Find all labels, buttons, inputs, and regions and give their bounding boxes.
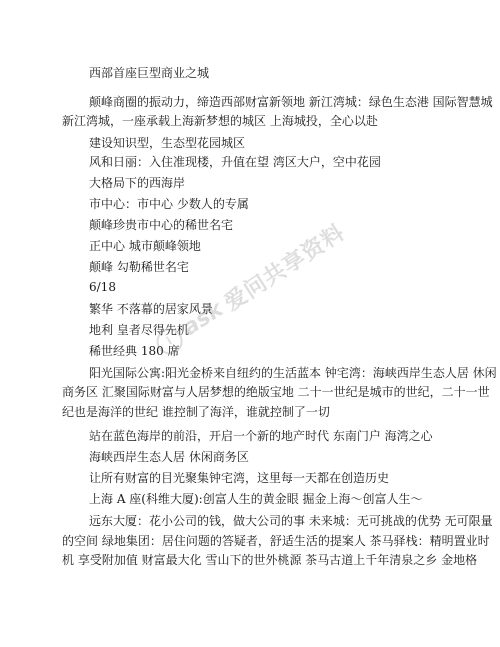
text-line: 颠峰商圈的振动力，缔造西部财富新领地 新江湾城：绿色生态港 国际智慧城 <box>89 95 493 109</box>
watermark-text: 爱问共享资料 <box>220 220 350 317</box>
text-line: 地利 皇者尽得先机 <box>89 323 189 337</box>
text-line: 新江湾城，一座承载上海新梦想的城区 上海城投，全心以赴 <box>62 114 378 128</box>
text-line: 商务区 汇聚国际财富与人居梦想的绝版宝地 二十一世纪是城市的世纪，二十一世 <box>62 385 490 399</box>
watermark-logo-icon: i <box>151 323 187 359</box>
text-line: 站在蓝色海岸的前沿，开启一个新的地产时代 东南门户 海湾之心 <box>89 429 433 443</box>
text-line: 繁华 不落幕的居家风景 <box>89 302 213 316</box>
text-line: 大格局下的西海岸 <box>89 176 186 190</box>
text-line: 机 享受附加值 财富最大化 雪山下的世外桃源 茶马古道上千年清泉之乡 金地格 <box>62 553 478 567</box>
text-line: 颠峰 勾勒稀世名宅 <box>89 260 189 274</box>
text-line: 纪也是海洋的世纪 谁控制了海洋，谁就控制了一切 <box>62 405 330 419</box>
text-line: 正中心 城市颠峰领地 <box>89 239 201 253</box>
text-line: 阳光国际公寓:阳光金桥来自纽约的生活蓝本 钟宅湾：海峡西岸生态人居 休闲 <box>89 366 497 380</box>
text-line: 西部首座巨型商业之城 <box>89 66 210 80</box>
text-line: 市中心：市中心 少数人的专属 <box>89 197 249 211</box>
page-number: 6/18 <box>89 280 116 294</box>
text-line: 让所有财富的目光聚集钟宅湾，这里每一天都在创造历史 <box>89 471 390 485</box>
text-line: 稀世经典 180 席 <box>89 344 180 358</box>
text-line: 建设知识型，生态型花园城区 <box>89 136 246 150</box>
watermark <box>150 216 350 361</box>
text-line: 海峡西岸生态人居 休闲商务区 <box>89 450 249 464</box>
text-line: 上海 A 座(科维大厦):创富人生的黄金眼 掘金上海～创富人生～ <box>89 492 423 506</box>
watermark-brand: ask <box>178 296 228 342</box>
text-line: 风和日丽：入住准现楼，升值在望 湾区大户，空中花园 <box>89 155 381 169</box>
text-line: 远东大厦：花小公司的钱，做大公司的事 未来城：无可挑战的优势 无可限量 <box>89 514 493 528</box>
text-line: 的空间 绿地集团：居住问题的答疑者，舒适生活的提案人 茶马驿栈：精明置业时 <box>62 534 490 548</box>
text-line: 颠峰珍贵市中心的稀世名宅 <box>89 218 234 232</box>
